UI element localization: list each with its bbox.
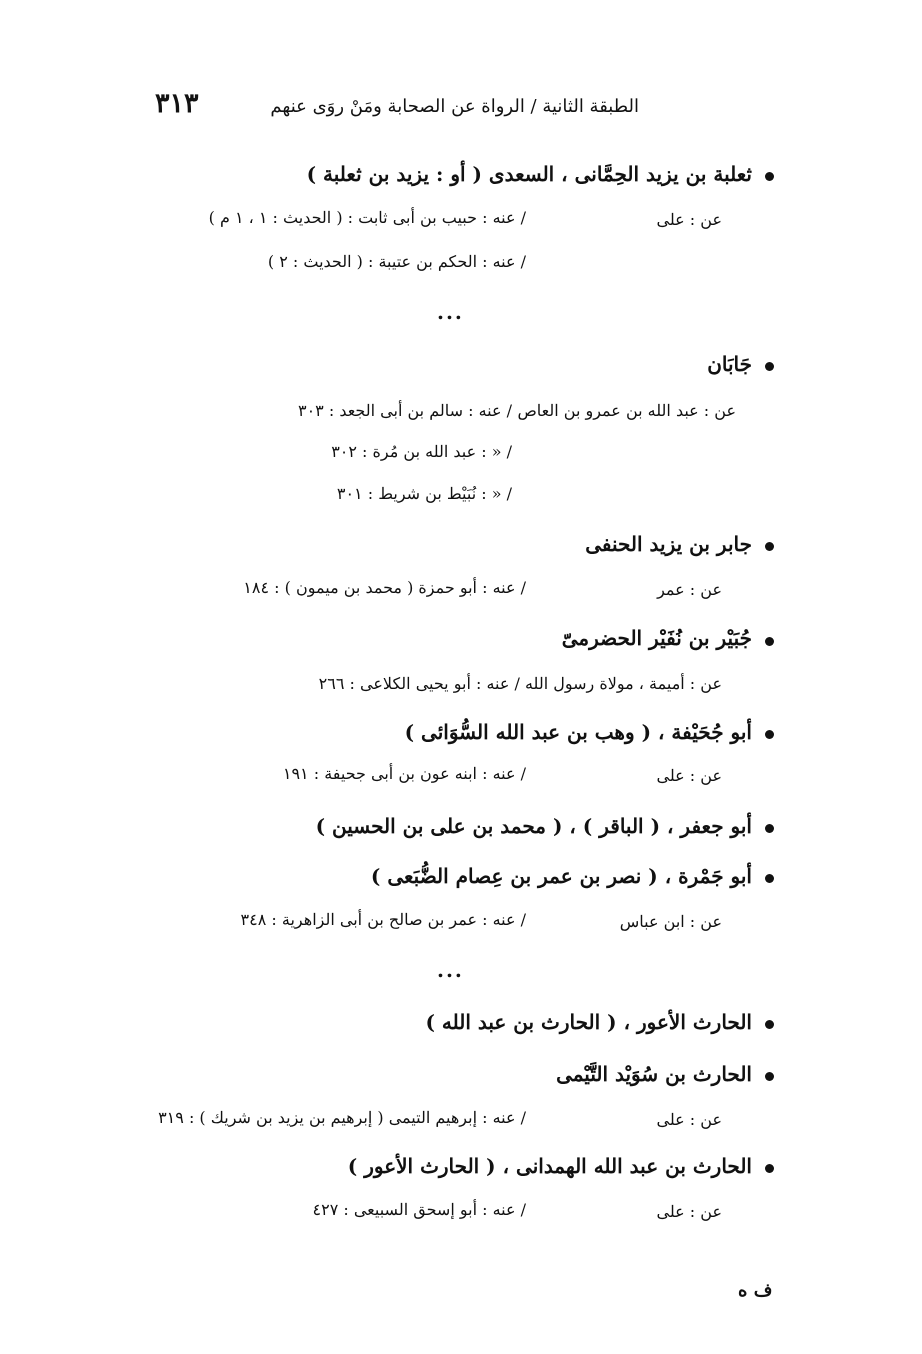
entry-to: / عنه : سالم بن أبى الجعد : ٣٠٣ [297, 401, 512, 420]
bullet-icon [765, 1072, 774, 1081]
entry-from: عن : على [656, 1110, 722, 1129]
bullet-icon [765, 874, 774, 883]
entry-from: عن : ابن عباس [619, 912, 722, 931]
entry-from: عن : على [656, 766, 722, 785]
entry-to: / عنه : إبرهيم التيمى ( إبرهيم بن يزيد بن شريك ) : ٣١٩ [158, 1108, 526, 1127]
entry-title: ثعلبة بن يزيد الحِمَّانى ، السعدى ( أو : يزيد بن ثعلبة ) [306, 162, 752, 186]
entry-to: / عنه : أبو إسحق السبيعى : ٤٢٧ [312, 1200, 526, 1219]
entry-to: / عنه : ابنه عون بن أبى جحيفة : ١٩١ [282, 764, 526, 783]
entry-to: / عنه : حبيب بن أبى ثابت : ( الحديث : ١ ، ١ م ) [208, 208, 526, 227]
entry-from: عن : على [656, 1202, 722, 1221]
entry-title: الحارث بن سُوَيْد التَّيْمى [556, 1062, 752, 1086]
entry-to: / عنه : أبو حمزة ( محمد بن ميمون ) : ١٨٤ [243, 578, 526, 597]
page-number: ٣١٣ [155, 88, 199, 119]
separator-ellipsis: ... [437, 958, 464, 982]
entry-to: / عنه : عمر بن صالح بن أبى الزاهرية : ٣٤٨ [240, 910, 526, 929]
entry-line: عن : أميمة ، مولاة رسول الله / عنه : أبو يحيى الكلاعى : ٢٦٦ [318, 674, 722, 693]
entry-from: عن : عبد الله بن عمرو بن العاص [517, 401, 736, 420]
entry-to: / « : نُبَيْط بن شريط : ٣٠١ [336, 484, 512, 503]
entry-title: أبو جُحَيْفة ، ( وهب بن عبد الله السُّوَائى ) [404, 720, 752, 744]
separator-ellipsis: ... [437, 300, 464, 324]
running-head: الطبقة الثانية / الرواة عن الصحابة ومَنْ روَى عنهم [270, 96, 639, 117]
bullet-icon [765, 172, 774, 181]
bullet-icon [765, 730, 774, 739]
entry-to: / عنه : الحكم بن عتيبة : ( الحديث : ٢ ) [267, 252, 526, 271]
entry-to: / « : عبد الله بن مُرة : ٣٠٢ [331, 442, 512, 461]
bullet-icon [765, 1164, 774, 1173]
entry-title: جُبَيْر بن نُفَيْر الحضرمىّ [561, 626, 752, 650]
entry-title: جابر بن يزيد الحنفى [585, 532, 752, 556]
entry-title: أبو جَمْرة ، ( نصر بن عمر بن عِصام الضُّبَعى ) [370, 864, 752, 888]
entry-from: عن : عمر [657, 580, 722, 599]
bullet-icon [765, 637, 774, 646]
bullet-icon [765, 1020, 774, 1029]
bullet-icon [765, 824, 774, 833]
entry-from: عن : على [656, 210, 722, 229]
entry-title: الحارث الأعور ، ( الحارث بن عبد الله ) [425, 1010, 752, 1034]
entry-title: أبو جعفر ، ( الباقر ) ، ( محمد بن على بن الحسين ) [315, 814, 752, 838]
printer-signature: ف ه [738, 1280, 773, 1301]
bullet-icon [765, 362, 774, 371]
entry-title: جَابَان [707, 352, 752, 376]
bullet-icon [765, 542, 774, 551]
entry-title: الحارث بن عبد الله الهمدانى ، ( الحارث الأعور ) [347, 1154, 752, 1178]
